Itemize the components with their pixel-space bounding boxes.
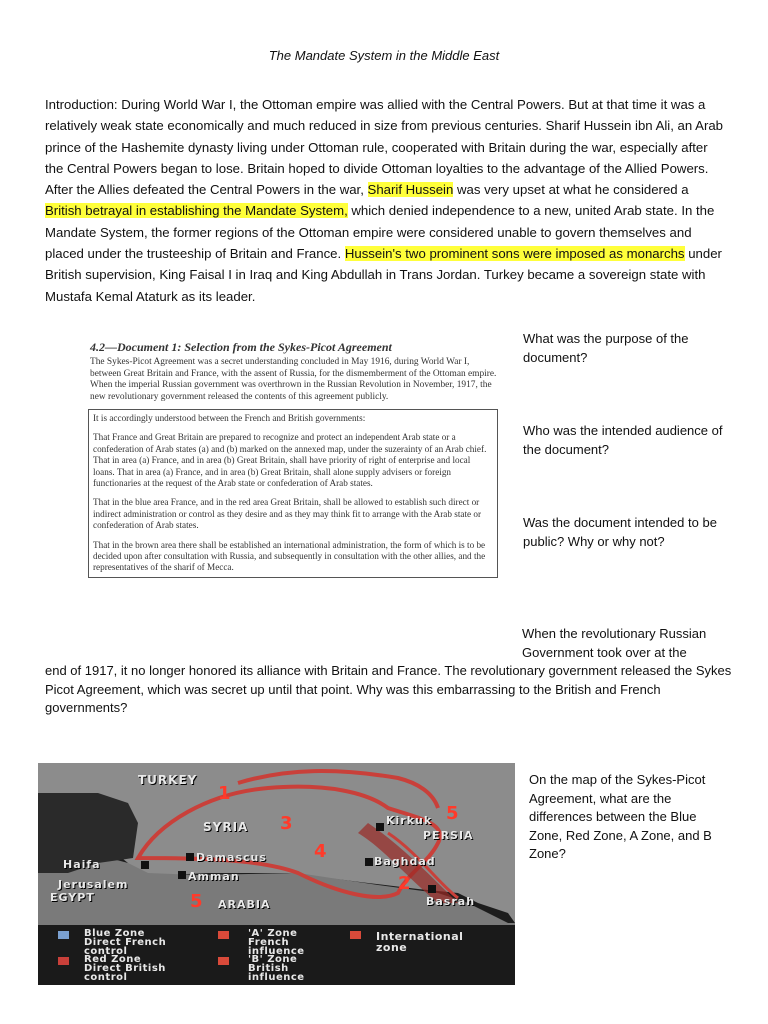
map-label-arabia: ARABIA — [218, 898, 271, 911]
question-purpose: What was the purpose of the document? — [523, 331, 689, 365]
map-label-baghdad: Baghdad — [374, 855, 436, 868]
sykes-picot-document-excerpt — [88, 340, 498, 578]
city-marker-kirkuk — [376, 823, 384, 831]
map-label-egypt: EGYPT — [50, 891, 95, 904]
legend-swatch-blue — [58, 931, 69, 939]
legend-b-zone: 'B' Zone British influence — [248, 954, 305, 983]
map-zone-number-5-south: 5 — [190, 891, 203, 912]
intro-text-2: was very upset at what he considered a — [453, 182, 689, 198]
legend-swatch-red — [58, 957, 69, 965]
map-zone-number-2: 2 — [398, 873, 411, 894]
question-map-zones: On the map of the Sykes-Picot Agreement, what are the differences between the Blue Zone, Red Zone, A Zone, and B Zone? — [529, 772, 712, 861]
intro-text-3: which denied independence to a new, united Arab state. In the Mandate System, the former regions of the Ottoman empire were considered unable to govern themselves and placed under the trusteeship of Britain and France. — [45, 203, 715, 262]
map-label-syria: SYRIA — [203, 820, 249, 834]
question-audience: Who was the intended audience of the document? — [523, 423, 723, 457]
question-public: Was the document intended to be public? Why or why not? — [523, 515, 717, 549]
map-zone-number-5-east: 5 — [446, 803, 459, 824]
map-label-turkey: TURKEY — [138, 773, 198, 787]
question-russian-government: When the revolutionary Russian Government took over at the end of 1917, it no longer honored its alliance with Britain and France. The revolutionary government released the Sykes Picot Agreement, which was secret up until that point. Why was this embarrassing to the British and French governments? — [45, 626, 732, 715]
document-text-frame — [88, 409, 498, 578]
map-label-kirkuk: Kirkuk — [386, 814, 433, 827]
highlight-hussein-sons: Hussein's two prominent sons were imposed as monarchs — [344, 246, 685, 262]
intro-text-1: Introduction: During World War I, the Ottoman empire was allied with the Central Powers. But at that time it was a relatively weak state economically and much reduced in size from previous centuries. Sharif Hussein ibn Ali, an Arab prince of the Hashemite dynasty living under Ottoman rule, cooperated with Britain during the war, especially after the Central Powers began to lose. Britain hoped to divide Ottoman loyalties to the advantage of the Allied Powers. After the Allies defeated the Central Powers in the war, — [45, 97, 724, 198]
map-label-persia: PERSIA — [423, 829, 474, 842]
highlight-sharif-hussein: Sharif Hussein — [367, 182, 454, 198]
highlight-british-betrayal: British betrayal in establishing the Mandate System, — [45, 203, 348, 219]
legend-international-zone: International zone — [376, 930, 464, 954]
map-zone-number-1: 1 — [218, 783, 231, 804]
city-marker-amman — [178, 871, 186, 879]
legend-swatch-b — [218, 957, 229, 965]
map-label-haifa: Haifa — [63, 858, 101, 871]
legend-a-zone: 'A' Zone French influence — [248, 928, 305, 957]
document-paragraph-1: That France and Great Britain are prepared to recognize and protect an independent Arab state or a confederation of Arab states (a) and (b) marked on the annexed map, under the suzerainty of an Arab chief. That in area (a) France, and in area (b) Great Britain, shall have priority of right of enterprise and local loans. That in area (a) France, and in area (b) Great Britain, shall alone supply advisers or foreign functionaries at the request of the Arab state or confederation of Arab states. — [93, 432, 487, 489]
legend-swatch-international — [350, 931, 361, 939]
document-heading: 4.2—Document 1: Selection from the Sykes-Picot Agreement — [90, 340, 392, 354]
map-zone-number-4: 4 — [314, 841, 327, 862]
map-zone-number-3: 3 — [280, 813, 293, 834]
sykes-picot-map — [38, 763, 515, 985]
document-intro: The Sykes-Picot Agreement was a secret understanding concluded in May 1916, during World War I, between Great Britain and France, with the assent of Russia, for the dismemberment of the Ottoman empire. When the imperial Russian government was overthrown in the Russian Revolution in November, 1917, the new revolutionary government released the contents of this agreement publicly. — [90, 357, 497, 402]
introduction-paragraph — [45, 94, 725, 307]
page-title: The Mandate System in the Middle East — [268, 48, 500, 63]
map-label-amman: Amman — [188, 870, 240, 883]
map-label-damascus: Damascus — [196, 851, 267, 864]
city-marker-basrah — [428, 885, 436, 893]
document-paragraph-3: That in the brown area there shall be established an international administration, the form of which is to be decided upon after consultation with Russia, and subsequently in consultation with the other allies, and the representatives of the sharif of Mecca. — [93, 539, 486, 573]
document-paragraph-0: It is accordingly understood between the French and British governments: — [93, 413, 366, 423]
document-paragraph-2: That in the blue area France, and in the red area Great Britain, shall be allowed to establish such direct or indirect administration or control as they desire and as they may think fit to arrange with the Arab state or confederation of Arab states. — [93, 497, 482, 531]
city-marker-damascus — [186, 853, 194, 861]
intro-text-4: under British supervision, King Faisal I in Iraq and King Abdullah in Trans Jordan. Turkey became a sovereign state with Mustafa Kemal Ataturk as its leader. — [45, 246, 722, 304]
legend-swatch-a — [218, 931, 229, 939]
map-label-jerusalem: Jerusalem — [58, 878, 129, 891]
city-marker-haifa — [141, 861, 149, 869]
legend-red-zone: Red Zone Direct British control — [84, 954, 166, 983]
legend-blue-zone: Blue Zone Direct French control — [84, 928, 167, 957]
map-label-basrah: Basrah — [426, 895, 476, 908]
city-marker-baghdad — [365, 858, 373, 866]
